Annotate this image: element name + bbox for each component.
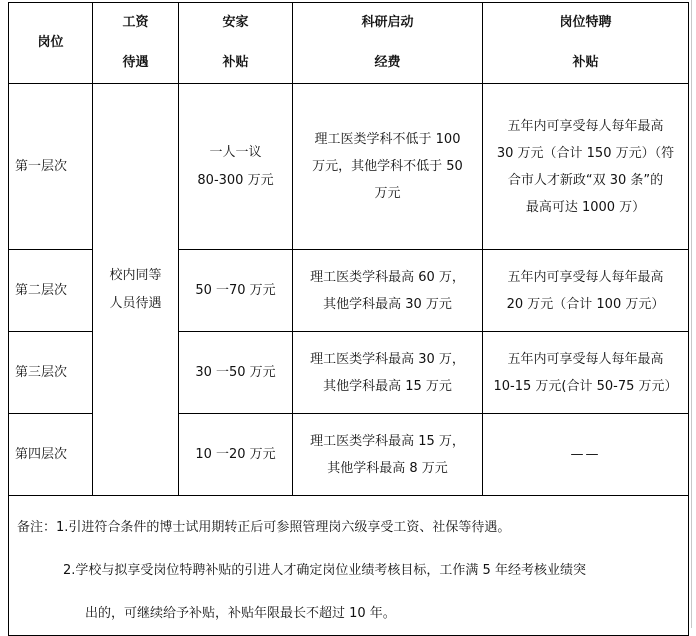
header-research-funding: 科研启动 经费 xyxy=(293,3,483,84)
research-cell: 理工医类学科最高 60 万， 其他学科最高 30 万元 xyxy=(293,250,483,332)
header-position: 岗位 xyxy=(9,3,93,84)
header-housing-subsidy: 安家 补贴 xyxy=(179,3,293,84)
level-cell: 第二层次 xyxy=(9,250,93,332)
header-row xyxy=(9,3,689,84)
talent-policy-table-wrapper xyxy=(8,2,689,636)
level-cell: 第四层次 xyxy=(9,414,93,496)
special-cell: 五年内可享受每人每年最高 10-15 万元(合计 50-75 万元） xyxy=(483,332,689,414)
special-cell: 五年内可享受每人每年最高 20 万元（合计 100 万元） xyxy=(483,250,689,332)
note-line-2: 2.学校与拟享受岗位特聘补贴的引进人才确定岗位业绩考核目标，工作满 5 年经考核业绩突 xyxy=(63,563,586,578)
research-cell: 理工医类学科最高 15 万， 其他学科最高 8 万元 xyxy=(293,414,483,496)
research-cell: 理工医类学科最高 30 万， 其他学科最高 15 万元 xyxy=(293,332,483,414)
talent-policy-table xyxy=(8,2,689,636)
housing-cell: 10 一20 万元 xyxy=(179,414,293,496)
header-special-subsidy: 岗位特聘 补贴 xyxy=(483,3,689,84)
level-cell: 第三层次 xyxy=(9,332,93,414)
housing-cell: 一人一议 80-300 万元 xyxy=(179,84,293,250)
level-cell: 第一层次 xyxy=(9,84,93,250)
header-salary: 工资 待遇 xyxy=(93,3,179,84)
research-cell: 理工医类学科不低于 100 万元，其他学科不低于 50 万元 xyxy=(293,84,483,250)
notes-cell xyxy=(9,496,689,636)
page-edge-divider xyxy=(691,0,692,628)
special-cell: —— xyxy=(483,414,689,496)
special-cell: 五年内可享受每人每年最高 30 万元（合计 150 万元）（符 合市人才新政“双 30 条”的 最高可达 1000 万） xyxy=(483,84,689,250)
housing-cell: 50 一70 万元 xyxy=(179,250,293,332)
table-row xyxy=(9,84,689,250)
notes-row xyxy=(9,496,689,636)
note-line-1: 备注：1.引进符合条件的博士试用期转正后可参照管理岗六级享受工资、社保等待遇。 xyxy=(17,520,511,535)
salary-shared-cell: 校内同等 人员待遇 xyxy=(93,84,179,496)
housing-cell: 30 一50 万元 xyxy=(179,332,293,414)
note-line-3: 出的，可继续给予补贴，补贴年限最长不超过 10 年。 xyxy=(85,606,396,621)
